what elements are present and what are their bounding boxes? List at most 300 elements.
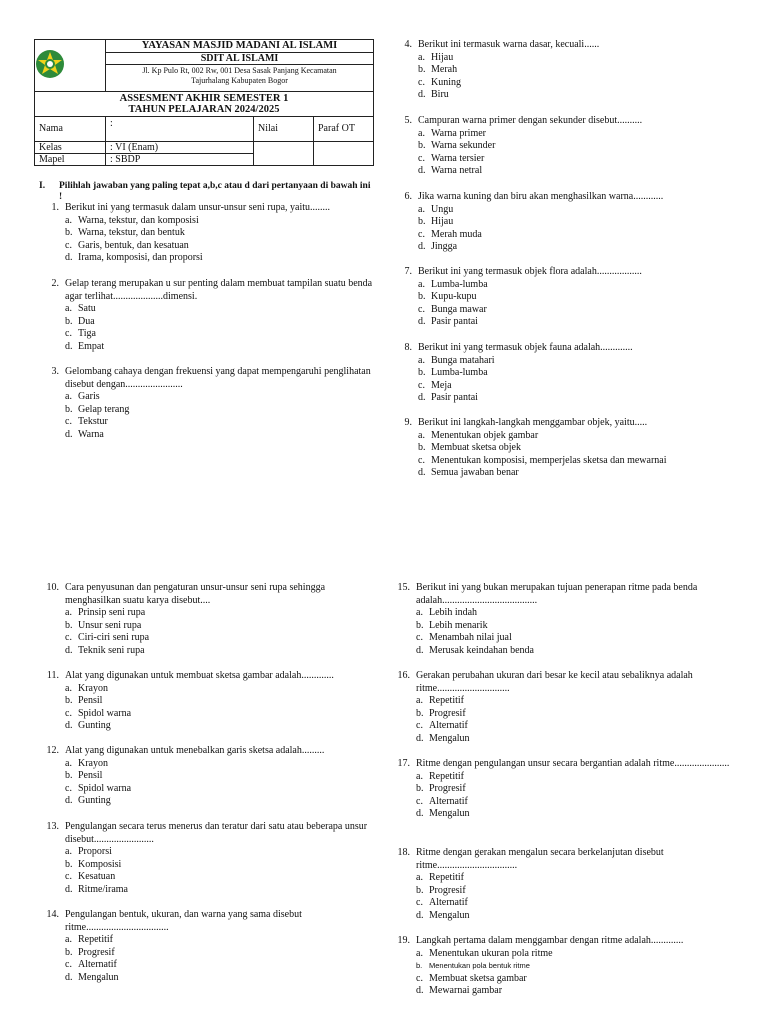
question-15	[390, 582, 730, 657]
option-letter: b.	[65, 315, 73, 327]
answer-option	[65, 871, 373, 884]
option-letter: a.	[418, 203, 425, 215]
subject-label: Mapel	[35, 154, 106, 166]
class-label: Kelas	[35, 142, 106, 154]
option-text: Menentukan ukuran pola ritme	[429, 947, 553, 959]
question-text: Berikut ini yang termasuk dalam unsur-unsur seni rupa, yaitu........	[65, 202, 331, 213]
name-value: :	[106, 117, 254, 142]
answer-option	[418, 64, 722, 77]
question-18	[390, 847, 730, 922]
answer-option	[65, 252, 373, 265]
option-letter: d.	[65, 644, 73, 656]
option-letter: c.	[418, 303, 425, 315]
option-text: Alternatif	[429, 897, 468, 908]
exam-year: TAHUN PELAJARAN 2024/2025	[128, 104, 280, 115]
answer-option	[416, 620, 730, 633]
option-letter: d.	[418, 241, 426, 252]
instruction-text: Pilihlah jawaban yang paling tepat a,b,c atau d dari pertanyaan di bawah ini !	[59, 181, 371, 202]
question-number: 3.	[51, 366, 59, 377]
answer-option	[418, 89, 722, 102]
answer-option	[65, 316, 373, 329]
answer-option	[416, 720, 730, 733]
answer-option	[418, 430, 722, 443]
option-text: Alternatif	[78, 959, 117, 970]
answer-option	[416, 910, 730, 923]
option-text: Garis	[78, 391, 100, 402]
option-letter: d.	[65, 428, 73, 440]
score-box	[254, 142, 314, 166]
subject-value: : SBDP	[106, 154, 254, 166]
question-10	[39, 582, 373, 657]
question-number: 15.	[397, 582, 410, 593]
answer-option	[416, 645, 730, 658]
option-text: Merusak keindahan benda	[429, 644, 534, 656]
option-text: Proporsi	[78, 846, 112, 857]
option-letter: d.	[416, 909, 424, 921]
answer-option	[416, 796, 730, 809]
option-letter: c.	[418, 152, 425, 164]
question-text: Berikut ini yang bukan merupakan tujuan penerapan ritme pada benda adalah......................................	[416, 582, 698, 606]
option-text: Menentukan pola bentuk ritme	[429, 961, 530, 970]
answer-option	[418, 291, 722, 304]
answer-option	[65, 972, 373, 985]
question-text: Pengulangan secara terus menerus dan teratur dari satu atau beberapa unsur disebut........................	[65, 821, 368, 845]
answer-option	[416, 708, 730, 721]
option-letter: b.	[418, 64, 426, 75]
school-address-line-2: Tajurhalang Kabupaten Bogor	[191, 76, 288, 85]
answer-option	[418, 304, 722, 317]
option-text: Warna tersier	[431, 152, 485, 164]
option-letter: b.	[418, 291, 426, 302]
option-text: Kuning	[431, 76, 461, 88]
option-letter: b.	[418, 367, 426, 378]
answer-option	[65, 846, 373, 859]
option-text: Warna netral	[431, 165, 483, 176]
answer-option	[65, 404, 373, 417]
option-letter: c.	[418, 76, 425, 88]
answer-option	[65, 645, 373, 658]
answer-option	[65, 429, 373, 442]
option-text: Gunting	[78, 720, 111, 731]
question-16	[390, 670, 730, 745]
option-letter: b.	[65, 619, 73, 631]
option-text: Irama, komposisi, dan proporsi	[78, 252, 203, 263]
answer-option	[416, 985, 730, 998]
option-letter: a.	[416, 770, 423, 782]
option-letter: d.	[416, 644, 424, 656]
instruction	[39, 181, 371, 202]
answer-option	[416, 808, 730, 821]
option-text: Hijau	[431, 216, 454, 227]
parent-sign-label: Paraf OT	[314, 117, 374, 142]
question-number: 14.	[46, 909, 59, 920]
answer-option	[416, 771, 730, 784]
option-text: Warna	[78, 428, 104, 440]
option-letter: a.	[65, 303, 72, 314]
option-text: Mewarnai gambar	[429, 985, 503, 996]
option-text: Prinsip seni rupa	[78, 607, 146, 618]
option-text: Ciri-ciri seni rupa	[78, 632, 150, 643]
answer-option	[65, 227, 373, 240]
option-letter: c.	[65, 632, 72, 643]
answer-option	[416, 632, 730, 645]
option-letter: a.	[65, 391, 72, 402]
answer-option	[416, 733, 730, 746]
option-letter: b.	[418, 140, 426, 151]
school-name: SDIT AL ISLAMI	[200, 53, 279, 64]
answer-option	[65, 884, 373, 897]
question-text: Alat yang digunakan untuk membuat sketsa gambar adalah.............	[65, 670, 334, 681]
option-letter: b.	[65, 403, 73, 415]
question-number: 13.	[46, 821, 59, 832]
option-text: Pensil	[78, 770, 103, 781]
question-4	[392, 39, 722, 102]
option-letter: a.	[418, 51, 425, 63]
option-letter: a.	[65, 757, 72, 769]
option-letter: b.	[418, 216, 426, 227]
answer-option	[65, 632, 373, 645]
option-text: Merah	[431, 64, 458, 75]
answer-option	[65, 607, 373, 620]
option-letter: a.	[416, 607, 423, 618]
answer-option	[418, 52, 722, 65]
question-number: 4.	[404, 39, 412, 50]
option-text: Repetitif	[429, 770, 464, 782]
answer-option	[65, 783, 373, 796]
answer-option	[65, 341, 373, 354]
question-number: 16.	[397, 670, 410, 681]
option-text: Alternatif	[429, 720, 468, 731]
option-text: Warna, tekstur, dan bentuk	[78, 227, 185, 238]
option-letter: d.	[416, 808, 424, 819]
answer-option	[65, 683, 373, 696]
option-text: Pasir pantai	[431, 392, 478, 403]
option-letter: a.	[65, 214, 72, 226]
answer-option	[65, 934, 373, 947]
option-text: Pasir pantai	[431, 316, 478, 327]
answer-option	[65, 240, 373, 253]
option-text: Meja	[431, 379, 452, 391]
question-2	[39, 278, 373, 353]
option-letter: d.	[418, 165, 426, 176]
option-text: Mengalun	[429, 808, 470, 819]
name-label: Nama	[35, 117, 106, 142]
question-19	[390, 935, 730, 998]
option-letter: c.	[418, 454, 425, 466]
option-text: Lebih indah	[429, 607, 478, 618]
option-letter: c.	[416, 795, 423, 807]
question-number: 11.	[46, 670, 59, 681]
option-text: Unsur seni rupa	[78, 619, 142, 631]
question-number: 18.	[397, 847, 410, 858]
question-text: Gelap terang merupakan u sur penting dalam membuat tampilan suatu benda agar terlihat....................dimensi.	[65, 278, 373, 302]
option-letter: a.	[65, 682, 72, 694]
logo-cell	[35, 40, 106, 92]
option-letter: d.	[416, 985, 424, 996]
answer-option	[65, 758, 373, 771]
question-12	[39, 745, 373, 808]
question-6	[392, 191, 722, 254]
option-text: Progresif	[429, 884, 466, 896]
answer-option	[418, 367, 722, 380]
option-letter: d.	[65, 883, 73, 895]
option-text: Mengalun	[429, 909, 470, 921]
option-letter: c.	[416, 720, 423, 731]
option-letter: c.	[416, 972, 423, 984]
option-text: Mengalun	[429, 732, 470, 744]
option-text: Tiga	[78, 328, 96, 339]
answer-option	[416, 872, 730, 885]
option-letter: b.	[65, 227, 73, 238]
option-letter: c.	[65, 328, 72, 339]
exam-title: ASSESMENT AKHIR SEMESTER 1	[119, 93, 289, 104]
question-text: Berikut ini yang termasuk objek flora adalah..................	[418, 266, 642, 277]
answer-option	[418, 442, 722, 455]
answer-option	[418, 153, 722, 166]
question-13	[39, 821, 373, 896]
answer-option	[418, 392, 722, 405]
question-14	[39, 909, 373, 984]
answer-option	[65, 620, 373, 633]
option-letter: c.	[416, 632, 423, 643]
answer-option	[65, 416, 373, 429]
option-letter: b.	[418, 442, 426, 453]
question-number: 9.	[404, 417, 412, 428]
question-text: Cara penyusunan dan pengaturan unsur-unsur seni rupa sehingga menghasilkan suatu karya disebut....	[65, 582, 326, 606]
option-letter: c.	[418, 228, 425, 240]
answer-option	[418, 380, 722, 393]
option-text: Progresif	[429, 783, 466, 794]
parent-sign-box	[314, 142, 374, 166]
question-number: 2.	[51, 278, 59, 289]
option-text: Warna sekunder	[431, 140, 496, 151]
question-number: 10.	[46, 582, 59, 593]
answer-option	[418, 165, 722, 178]
question-text: Berikut ini langkah-langkah menggambar objek, yaitu.....	[418, 417, 648, 428]
option-letter: b.	[65, 946, 73, 958]
option-text: Krayon	[78, 757, 108, 769]
answer-option	[416, 948, 730, 961]
answer-option	[65, 859, 373, 872]
option-text: Gelap terang	[78, 403, 130, 415]
option-text: Gunting	[78, 795, 111, 806]
question-9	[392, 417, 722, 480]
option-text: Membuat sketsa gambar	[429, 972, 527, 984]
option-letter: b.	[65, 858, 73, 870]
answer-option	[418, 279, 722, 292]
question-number: 12.	[46, 745, 59, 756]
option-text: Semua jawaban benar	[431, 467, 519, 478]
option-text: Tekstur	[78, 416, 108, 427]
option-text: Ritme/irama	[78, 883, 128, 895]
answer-option	[416, 695, 730, 708]
option-letter: c.	[65, 782, 72, 794]
answer-option	[418, 216, 722, 229]
option-letter: a.	[416, 872, 423, 883]
option-text: Kupu-kupu	[431, 291, 477, 302]
option-text: Teknik seni rupa	[78, 644, 145, 656]
option-letter: c.	[65, 871, 72, 882]
answer-option	[65, 795, 373, 808]
question-number: 17.	[397, 758, 410, 769]
option-text: Merah muda	[431, 228, 482, 240]
answer-option	[418, 316, 722, 329]
option-letter: d.	[418, 89, 426, 100]
option-letter: a.	[418, 278, 425, 290]
question-7	[392, 266, 722, 329]
option-text: Kesatuan	[78, 871, 116, 882]
question-number: 6.	[404, 191, 412, 202]
question-8	[392, 342, 722, 405]
school-address-line-1: Jl. Kp Pulo Rt, 002 Rw, 001 Desa Sasak Panjang Kecamatan	[142, 66, 337, 75]
option-text: Menentukan komposisi, memperjelas sketsa dan mewarnai	[431, 454, 667, 466]
option-text: Repetitif	[78, 934, 113, 945]
answer-option	[65, 947, 373, 960]
option-letter: a.	[65, 846, 72, 857]
option-letter: c.	[65, 239, 72, 251]
option-letter: b.	[416, 884, 424, 896]
option-text: Repetitif	[429, 695, 464, 706]
question-number: 19.	[397, 935, 410, 946]
option-letter: d.	[65, 252, 73, 263]
option-text: Ungu	[431, 203, 454, 215]
option-letter: a.	[418, 429, 425, 441]
option-text: Menentukan objek gambar	[431, 429, 539, 441]
answer-option	[65, 328, 373, 341]
option-text: Menambah nilai jual	[429, 632, 512, 643]
option-letter: a.	[416, 695, 423, 706]
option-letter: c.	[418, 379, 425, 391]
answer-option	[416, 973, 730, 986]
answer-option	[65, 215, 373, 228]
option-letter: b.	[65, 695, 73, 706]
answer-option	[418, 455, 722, 468]
option-text: Dua	[78, 315, 95, 327]
option-letter: d.	[418, 467, 426, 478]
answer-option	[65, 391, 373, 404]
answer-option	[416, 897, 730, 910]
question-text: Berikut ini termasuk warna dasar, kecuali......	[418, 39, 600, 50]
option-letter: a.	[418, 354, 425, 366]
option-letter: b.	[416, 619, 424, 631]
option-letter: d.	[65, 340, 73, 352]
answer-option	[416, 783, 730, 796]
answer-option	[416, 960, 730, 973]
question-text: Ritme dengan gerakan mengalun secara berkelanjutan disebut ritme................................	[416, 847, 664, 871]
answer-option	[416, 607, 730, 620]
option-letter: b.	[416, 707, 424, 719]
answer-option	[418, 241, 722, 254]
option-text: Garis, bentuk, dan kesatuan	[78, 239, 189, 251]
foundation-name: YAYASAN MASJID MADANI AL ISLAMI	[141, 40, 338, 51]
question-text: Alat yang digunakan untuk menebalkan garis sketsa adalah.........	[65, 745, 325, 756]
school-logo	[35, 49, 65, 79]
question-number: 1.	[51, 202, 59, 213]
answer-option	[65, 695, 373, 708]
question-text: Pengulangan bentuk, ukuran, dan warna yang sama disebut ritme.................................	[65, 909, 302, 933]
option-text: Hijau	[431, 51, 454, 63]
option-text: Warna, tekstur, dan komposisi	[78, 214, 199, 226]
option-text: Spidol warna	[78, 707, 132, 719]
option-text: Komposisi	[78, 858, 122, 870]
header-table	[34, 39, 374, 166]
option-letter: c.	[65, 416, 72, 427]
answer-option	[418, 77, 722, 90]
option-text: Progresif	[429, 707, 466, 719]
option-text: Krayon	[78, 682, 108, 694]
question-text: Gelombang cahaya dengan frekuensi yang dapat mempengaruhi penglihatan disebut dengan.......................	[65, 366, 371, 390]
option-text: Membuat sketsa objek	[431, 442, 521, 453]
option-letter: a.	[65, 607, 72, 618]
question-text: Berikut ini yang termasuk objek fauna adalah.............	[418, 342, 633, 353]
option-text: Mengalun	[78, 971, 119, 983]
score-label: Nilai	[254, 117, 314, 142]
option-letter: a.	[65, 934, 72, 945]
answer-option	[418, 128, 722, 141]
option-text: Pensil	[78, 695, 103, 706]
option-text: Lebih menarik	[429, 619, 488, 631]
option-letter: d.	[418, 392, 426, 403]
option-letter: d.	[65, 720, 73, 731]
answer-option	[65, 770, 373, 783]
answer-option	[418, 229, 722, 242]
answer-option	[418, 204, 722, 217]
question-3	[39, 366, 373, 441]
option-text: Biru	[431, 89, 449, 100]
option-letter: c.	[65, 959, 72, 970]
option-letter: d.	[416, 732, 424, 744]
option-text: Lumba-lumba	[431, 278, 488, 290]
option-text: Jingga	[431, 241, 458, 252]
option-letter: b.	[416, 961, 423, 970]
option-text: Bunga mawar	[431, 303, 487, 315]
class-value: : VI (Enam)	[106, 142, 254, 154]
option-letter: b.	[65, 770, 73, 781]
question-1	[39, 202, 373, 265]
section-number: I.	[39, 181, 46, 191]
question-text: Gerakan perubahan ukuran dari besar ke kecil atau sebaliknya adalah ritme.............................	[416, 670, 693, 694]
option-text: Repetitif	[429, 872, 464, 883]
option-text: Progresif	[78, 946, 115, 958]
option-letter: c.	[65, 707, 72, 719]
question-text: Campuran warna primer dengan sekunder disebut..........	[418, 115, 643, 126]
question-text: Ritme dengan pengulangan unsur secara bergantian adalah ritme......................	[416, 758, 730, 769]
answer-option	[418, 140, 722, 153]
question-11	[39, 670, 373, 733]
question-text: Langkah pertama dalam menggambar dengan ritme adalah.............	[416, 935, 684, 946]
option-text: Alternatif	[429, 795, 468, 807]
question-number: 5.	[404, 115, 412, 126]
option-letter: b.	[416, 783, 424, 794]
answer-option	[65, 708, 373, 721]
option-text: Spidol warna	[78, 782, 132, 794]
question-text: Jika warna kuning dan biru akan menghasilkan warna............	[418, 191, 664, 202]
option-text: Warna primer	[431, 127, 486, 139]
question-17	[390, 758, 730, 821]
option-letter: a.	[416, 947, 423, 959]
option-letter: c.	[416, 897, 423, 908]
question-5	[392, 115, 722, 178]
answer-option	[65, 303, 373, 316]
option-letter: d.	[65, 971, 73, 983]
answer-option	[416, 885, 730, 898]
option-text: Satu	[78, 303, 96, 314]
option-letter: d.	[418, 316, 426, 327]
option-text: Lumba-lumba	[431, 367, 488, 378]
answer-option	[418, 355, 722, 368]
option-text: Empat	[78, 340, 105, 352]
question-number: 8.	[404, 342, 412, 353]
